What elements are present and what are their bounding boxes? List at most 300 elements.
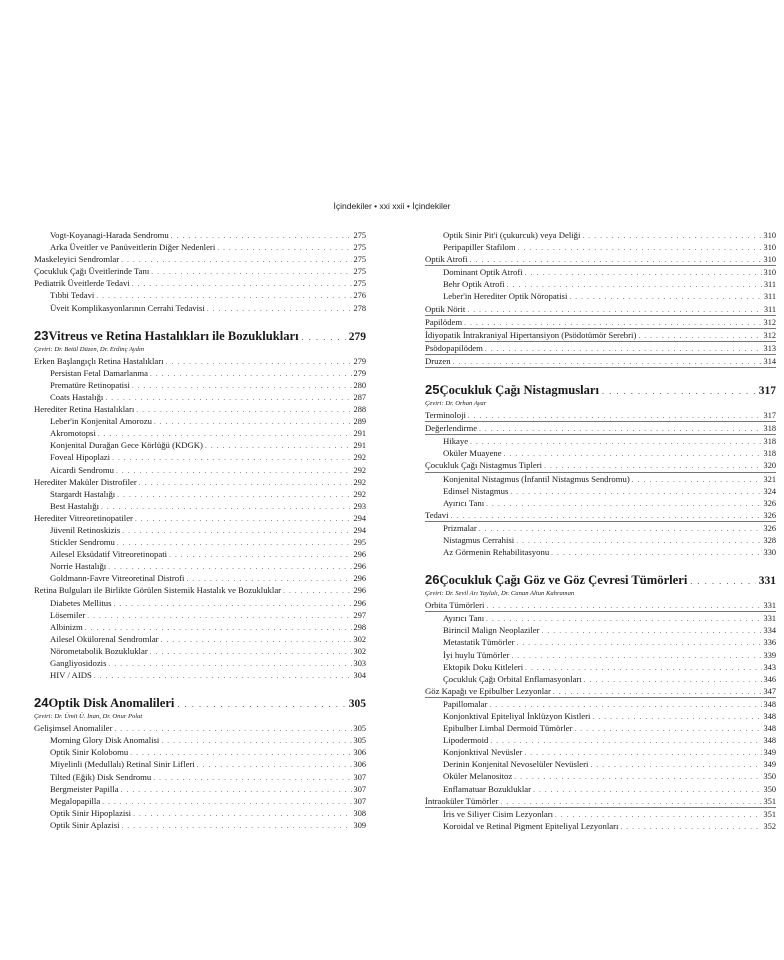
toc-entry-title: Konjenital Nistagmus (İnfantil Nistagmus Sendromu) bbox=[443, 473, 630, 484]
toc-entry-page: 291 bbox=[353, 429, 366, 439]
chapter-number: 24 bbox=[34, 695, 49, 711]
toc-entry-page: 294 bbox=[353, 525, 366, 535]
dot-leader bbox=[551, 547, 761, 558]
toc-entry-page: 309 bbox=[353, 820, 366, 830]
toc-entry[interactable] bbox=[425, 624, 776, 636]
toc-entry-title: Koroidal ve Retinal Pigment Epiteliyal Lezyonları bbox=[443, 820, 619, 831]
toc-entry-title: Papilödem bbox=[425, 316, 463, 327]
toc-entry[interactable] bbox=[425, 770, 776, 782]
toc-entry[interactable] bbox=[425, 710, 776, 722]
toc-entry-page: 292 bbox=[353, 465, 366, 475]
dot-leader bbox=[117, 489, 351, 500]
toc-entry-page: 351 bbox=[763, 796, 776, 806]
toc-entry[interactable] bbox=[34, 758, 366, 770]
dot-leader bbox=[590, 759, 761, 770]
toc-entry-title: Birincil Malign Neoplaziler bbox=[443, 625, 540, 636]
toc-entry[interactable] bbox=[425, 522, 776, 534]
toc-entry-page: 310 bbox=[763, 243, 776, 253]
dot-leader bbox=[132, 278, 352, 289]
toc-entry-page: 318 bbox=[763, 449, 776, 459]
toc-entry-title: Herediter Maküler Distrofiler bbox=[34, 476, 137, 487]
toc-entry-page: 320 bbox=[763, 461, 776, 471]
dot-leader bbox=[489, 699, 761, 710]
toc-entry-page: 318 bbox=[763, 424, 776, 434]
toc-entry-title: Coats Hastalığı bbox=[50, 391, 104, 402]
toc-entry-title: Ailesel Okülorenal Sendromlar bbox=[50, 633, 159, 644]
toc-entry[interactable] bbox=[34, 669, 366, 681]
toc-entry-title: Albinizm bbox=[50, 621, 83, 632]
dot-leader bbox=[533, 784, 761, 795]
toc-entry[interactable] bbox=[425, 290, 776, 302]
toc-entry[interactable] bbox=[425, 447, 776, 459]
toc-entry[interactable] bbox=[425, 599, 776, 612]
toc-entry-title: Morning Glory Disk Anomalisi bbox=[50, 735, 160, 746]
toc-entry-page: 307 bbox=[353, 772, 366, 782]
toc-entry[interactable] bbox=[34, 464, 366, 476]
toc-entry-title: Tedavi bbox=[425, 509, 449, 520]
dot-leader bbox=[486, 498, 761, 509]
toc-entry-page: 310 bbox=[763, 255, 776, 265]
toc-entry-page: 291 bbox=[353, 441, 366, 451]
toc-entry-page: 312 bbox=[763, 317, 776, 327]
dot-leader bbox=[486, 600, 761, 612]
dot-leader bbox=[542, 625, 762, 636]
toc-entry-page: 350 bbox=[763, 772, 776, 782]
toc-entry-page: 310 bbox=[763, 268, 776, 278]
toc-entry-title: Dominant Optik Atrofi bbox=[443, 267, 523, 278]
toc-entry-page: 303 bbox=[353, 659, 366, 668]
toc-entry-title: Papillomalar bbox=[443, 698, 488, 709]
toc-entry-title: Optik Nörit bbox=[425, 303, 466, 314]
toc-entry-page: 348 bbox=[763, 699, 776, 709]
dot-leader bbox=[161, 634, 352, 645]
toc-entry-title: Nistagmus Cerrahisi bbox=[443, 534, 515, 545]
toc-entry[interactable] bbox=[425, 329, 776, 342]
toc-entry[interactable] bbox=[34, 746, 366, 758]
toc-entry-title: Gangliyosidozis bbox=[50, 658, 107, 668]
toc-entry-page: 302 bbox=[353, 634, 366, 644]
toc-entry[interactable] bbox=[34, 819, 366, 831]
toc-entry[interactable] bbox=[34, 722, 366, 734]
toc-entry[interactable] bbox=[34, 572, 366, 584]
toc-entry-title: Goldmann-Favre Vitreoretinal Distrofi bbox=[50, 573, 185, 584]
toc-entry[interactable] bbox=[34, 253, 366, 265]
toc-entry-page: 348 bbox=[763, 724, 776, 734]
toc-entry-page: 324 bbox=[763, 486, 776, 496]
toc-entry[interactable] bbox=[425, 722, 776, 734]
toc-entry-page: 279 bbox=[353, 368, 366, 378]
toc-entry[interactable] bbox=[425, 783, 776, 795]
toc-entry[interactable] bbox=[34, 289, 366, 301]
dot-leader bbox=[117, 537, 352, 548]
toc-entry[interactable] bbox=[425, 673, 776, 685]
dot-leader bbox=[592, 711, 761, 722]
dot-leader bbox=[507, 279, 762, 290]
toc-entry-title: Terminoloji bbox=[425, 410, 466, 421]
toc-entry-title: Vogt-Koyanagi-Harada Sendromu bbox=[50, 230, 169, 240]
dot-leader bbox=[485, 343, 762, 355]
toc-entry-title: Psödopapilödem bbox=[425, 342, 483, 353]
toc-entry-page: 296 bbox=[353, 586, 366, 596]
toc-entry[interactable] bbox=[425, 497, 776, 509]
toc-entry-title: Herediter Vitreoretinopatiler bbox=[34, 512, 133, 523]
toc-entry[interactable] bbox=[425, 698, 776, 710]
toc-entry-page: 298 bbox=[353, 622, 366, 632]
toc-entry-page: 292 bbox=[353, 453, 366, 463]
toc-entry-title: Akromotopsi bbox=[50, 428, 96, 439]
toc-entry-page: 326 bbox=[763, 523, 776, 533]
dot-leader bbox=[186, 573, 351, 584]
toc-entry-title: Leber'in Herediter Optik Nöropatisi bbox=[443, 291, 568, 302]
toc-entry-title: Aicardi Sendromu bbox=[50, 464, 114, 475]
toc-entry-page: 326 bbox=[763, 510, 776, 520]
dot-leader bbox=[620, 821, 761, 832]
toc-entry[interactable] bbox=[34, 584, 366, 596]
toc-entry-page: 331 bbox=[763, 601, 776, 611]
toc-entry[interactable] bbox=[425, 278, 776, 290]
toc-entry-page: 275 bbox=[353, 279, 366, 289]
dot-leader bbox=[217, 242, 351, 253]
toc-entry-page: 343 bbox=[763, 662, 776, 672]
toc-entry[interactable] bbox=[425, 746, 776, 758]
toc-entry[interactable] bbox=[34, 795, 366, 807]
chapter-page: 331 bbox=[758, 575, 776, 588]
dot-leader bbox=[516, 535, 761, 546]
toc-entry-page: 295 bbox=[353, 538, 366, 548]
toc-entry-title: Çocukluk Çağı Orbital Enflamasyonları bbox=[443, 673, 582, 684]
toc-entry[interactable] bbox=[425, 253, 776, 266]
toc-entry-page: 293 bbox=[353, 501, 366, 511]
toc-entry-title: Ektopik Doku Kitleleri bbox=[443, 661, 524, 672]
toc-entry-title: Arka Üveitler ve Panüveitlerin Diğer Nedenleri bbox=[50, 242, 216, 253]
chapter-translators: Çeviri: Dr. Ümit Ü. İnan, Dr. Onur Polat bbox=[34, 713, 143, 721]
toc-entry-title: Lösemiler bbox=[50, 609, 86, 620]
dot-leader bbox=[544, 460, 761, 472]
dot-leader bbox=[524, 747, 761, 758]
dot-leader bbox=[112, 452, 351, 463]
toc-entry[interactable] bbox=[34, 536, 366, 548]
dot-leader bbox=[122, 820, 352, 831]
toc-entry[interactable] bbox=[34, 367, 366, 379]
dot-leader bbox=[150, 646, 352, 657]
toc-entry[interactable] bbox=[425, 509, 776, 522]
dot-leader bbox=[94, 670, 352, 681]
toc-entry-title: Optik Sinir Hipoplazisi bbox=[50, 807, 132, 818]
toc-entry[interactable] bbox=[34, 451, 366, 463]
dot-leader bbox=[632, 474, 762, 485]
toc-entry[interactable] bbox=[425, 685, 776, 698]
toc-entry[interactable] bbox=[34, 807, 366, 819]
toc-entry[interactable] bbox=[34, 548, 366, 560]
toc-entry[interactable] bbox=[425, 422, 776, 435]
dot-leader bbox=[114, 598, 352, 609]
dot-leader bbox=[132, 380, 352, 391]
toc-entry-page: 311 bbox=[763, 304, 776, 314]
toc-entry[interactable] bbox=[425, 355, 776, 368]
toc-entry[interactable] bbox=[34, 783, 366, 795]
toc-entry-title: Az Görmenin Rehabilitasyonu bbox=[443, 547, 550, 558]
dot-leader bbox=[151, 266, 351, 277]
toc-entry[interactable] bbox=[425, 266, 776, 278]
toc-entry-title: Üveit Komplikasyonlarının Cerrahi Tedavisi bbox=[50, 302, 205, 313]
dot-leader bbox=[133, 808, 351, 819]
dot-leader bbox=[139, 477, 352, 488]
dot-leader bbox=[171, 230, 352, 241]
toc-entry[interactable] bbox=[34, 302, 366, 314]
toc-entry[interactable] bbox=[425, 435, 776, 447]
toc-entry-page: 314 bbox=[763, 356, 776, 366]
toc-entry-page: 305 bbox=[353, 724, 366, 734]
toc-entry[interactable] bbox=[34, 415, 366, 427]
toc-entry[interactable] bbox=[34, 229, 366, 241]
chapter-heading bbox=[425, 382, 776, 409]
chapter-number: 25 bbox=[425, 382, 440, 398]
dot-leader bbox=[690, 577, 755, 586]
toc-entry-title: İdiyopatik İntrakraniyal Hipertansiyon (Psödotümör Serebri) bbox=[425, 329, 637, 340]
toc-entry-page: 351 bbox=[763, 809, 776, 819]
toc-entry-title: Enflamatuar Bozukluklar bbox=[443, 783, 532, 794]
chapter-heading bbox=[34, 328, 366, 355]
toc-entry-page: 276 bbox=[353, 291, 366, 301]
toc-entry-title: Bergmeister Papilla bbox=[50, 783, 119, 794]
toc-entry[interactable] bbox=[34, 633, 366, 645]
toc-entry-page: 349 bbox=[763, 748, 776, 758]
toc-entry[interactable] bbox=[425, 459, 776, 472]
dot-leader bbox=[511, 650, 761, 661]
toc-entry[interactable] bbox=[34, 379, 366, 391]
dot-leader bbox=[500, 796, 761, 808]
toc-entry-page: 350 bbox=[763, 784, 776, 794]
toc-entry[interactable] bbox=[425, 473, 776, 485]
toc-entry-title: Tıbbi Tedavi bbox=[50, 290, 95, 301]
toc-entry-title: Oküler Muayene bbox=[443, 448, 502, 459]
dot-leader bbox=[486, 613, 761, 624]
toc-entry[interactable] bbox=[34, 734, 366, 746]
toc-entry-page: 296 bbox=[353, 574, 366, 584]
toc-entry[interactable] bbox=[425, 808, 776, 820]
dot-leader bbox=[302, 333, 346, 342]
dot-leader bbox=[154, 416, 352, 427]
toc-entry-title: Best Hastalığı bbox=[50, 500, 99, 511]
toc-entry-page: 307 bbox=[353, 784, 366, 794]
toc-entry-title: Ailesel Eksüdatif Vitreoretinopati bbox=[50, 549, 168, 560]
toc-entry-page: 326 bbox=[763, 498, 776, 508]
toc-entry-page: 352 bbox=[763, 821, 776, 831]
toc-entry-page: 306 bbox=[353, 748, 366, 758]
toc-entry-title: Konjenital Durağan Gece Körlüğü (KDGK) bbox=[50, 440, 203, 451]
toc-entry-title: Optik Sinir Aplazisi bbox=[50, 819, 120, 830]
dot-leader bbox=[518, 242, 762, 253]
toc-entry-page: 321 bbox=[763, 474, 776, 484]
chapter-page: 279 bbox=[348, 330, 366, 343]
toc-entry-page: 275 bbox=[353, 255, 366, 265]
toc-entry-page: 312 bbox=[763, 330, 776, 340]
toc-entry[interactable] bbox=[425, 758, 776, 770]
chapter-title: Vitreus ve Retina Hastalıkları ile Bozuklukları bbox=[48, 328, 299, 343]
dot-leader bbox=[153, 772, 351, 783]
toc-entry-page: 306 bbox=[353, 760, 366, 770]
chapter-translators: Çeviri: Dr. Sevil Arı Yaylalı, Dr. Canan Altun Kahraman bbox=[425, 590, 575, 598]
toc-entry[interactable] bbox=[425, 546, 776, 558]
dot-leader bbox=[451, 510, 762, 522]
toc-entry-page: 347 bbox=[763, 686, 776, 696]
chapter-title: Çocukluk Çağı Göz ve Göz Çevresi Tümörleri bbox=[439, 573, 688, 588]
chapter-number: 26 bbox=[425, 572, 440, 588]
dot-leader bbox=[207, 303, 352, 314]
toc-left-column bbox=[34, 229, 366, 831]
toc-entry[interactable] bbox=[34, 241, 366, 253]
toc-entry[interactable] bbox=[34, 645, 366, 657]
dot-leader bbox=[602, 387, 756, 396]
toc-entry-title: Druzen bbox=[425, 355, 451, 366]
toc-entry[interactable] bbox=[425, 241, 776, 253]
toc-entry[interactable] bbox=[425, 795, 776, 808]
toc-entry[interactable] bbox=[34, 500, 366, 512]
toc-entry-page: 278 bbox=[353, 303, 366, 313]
toc-entry[interactable] bbox=[34, 403, 366, 415]
dot-leader bbox=[553, 686, 762, 698]
toc-entry-page: 339 bbox=[763, 650, 776, 660]
toc-entry-title: Behr Optik Atrofi bbox=[443, 279, 505, 290]
toc-entry-title: Norrie Hastalığı bbox=[50, 561, 107, 572]
dot-leader bbox=[135, 513, 352, 524]
dot-leader bbox=[102, 796, 351, 807]
toc-entry-title: Değerlendirme bbox=[425, 423, 478, 434]
dot-leader bbox=[130, 747, 351, 758]
toc-entry[interactable] bbox=[34, 621, 366, 633]
dot-leader bbox=[470, 436, 761, 447]
toc-entry[interactable] bbox=[34, 512, 366, 524]
dot-leader bbox=[122, 525, 351, 536]
chapter-heading bbox=[425, 572, 776, 599]
chapter-heading bbox=[34, 695, 366, 722]
dot-leader bbox=[98, 428, 352, 439]
toc-entry[interactable] bbox=[34, 560, 366, 572]
chapter-page: 305 bbox=[348, 698, 366, 711]
toc-entry[interactable] bbox=[34, 439, 366, 451]
dot-leader bbox=[121, 784, 352, 795]
toc-entry-page: 311 bbox=[763, 280, 776, 290]
toc-entry[interactable] bbox=[425, 734, 776, 746]
toc-entry-title: Megalopapilla bbox=[50, 795, 101, 806]
toc-entry[interactable] bbox=[34, 657, 366, 669]
toc-entry-page: 313 bbox=[763, 343, 776, 353]
toc-entry-page: 275 bbox=[353, 267, 366, 277]
toc-entry-title: Çocukluk Çağı Nistagmus Tipleri bbox=[425, 460, 543, 471]
toc-entry-title: Jüvenil Retinoskizis bbox=[50, 524, 121, 535]
toc-entry-page: 305 bbox=[353, 736, 366, 746]
toc-entry-page: 294 bbox=[353, 513, 366, 523]
toc-entry-page: 308 bbox=[353, 808, 366, 818]
toc-entry-title: Göz Kapağı ve Epibulber Lezyonlar bbox=[425, 685, 551, 696]
dot-leader bbox=[453, 356, 762, 368]
toc-entry-title: Erken Başlangıçlı Retina Hastalıkları bbox=[34, 355, 164, 366]
toc-entry[interactable] bbox=[34, 488, 366, 500]
toc-entry[interactable] bbox=[425, 661, 776, 673]
dot-leader bbox=[467, 304, 762, 316]
dot-leader bbox=[517, 637, 762, 648]
toc-entry-title: Foveal Hipoplazi bbox=[50, 452, 111, 463]
dot-leader bbox=[205, 440, 352, 451]
chapter-title: Optik Disk Anomalileri bbox=[48, 696, 175, 711]
toc-entry-title: Maskeleyici Sendromlar bbox=[34, 254, 120, 265]
toc-entry-title: Pediatrik Üveitlerde Tedavi bbox=[34, 278, 130, 289]
toc-entry[interactable] bbox=[425, 649, 776, 661]
toc-entry[interactable] bbox=[34, 277, 366, 289]
toc-entry-title: HIV / AIDS bbox=[50, 670, 92, 681]
toc-entry-page: 292 bbox=[353, 477, 366, 487]
toc-entry[interactable] bbox=[425, 820, 776, 832]
toc-entry[interactable] bbox=[34, 524, 366, 536]
toc-right-column bbox=[425, 229, 776, 832]
toc-entry-page: 275 bbox=[353, 231, 366, 240]
toc-entry[interactable] bbox=[425, 485, 776, 497]
page-header: İçindekiler • xxi xxii • İçindekiler bbox=[333, 201, 451, 211]
toc-entry-title: Nörometabolik Bozukluklar bbox=[50, 645, 148, 656]
toc-entry-title: Stickler Sendromu bbox=[50, 537, 115, 548]
toc-entry[interactable] bbox=[425, 316, 776, 329]
toc-entry-title: Konjonktival Epiteliyal İnklüzyon Kistleri bbox=[443, 711, 591, 721]
dot-leader bbox=[96, 290, 351, 301]
toc-entry-page: 287 bbox=[353, 392, 366, 402]
dot-leader bbox=[490, 735, 761, 746]
dot-leader bbox=[108, 658, 351, 669]
toc-entry-title: Prizmalar bbox=[443, 522, 477, 533]
dot-leader bbox=[114, 723, 351, 734]
toc-entry-title: Retina Bulguları ile Birlikte Görülen Sistemik Hastalık ve Bozukluklar bbox=[34, 585, 282, 596]
dot-leader bbox=[638, 330, 761, 342]
dot-leader bbox=[582, 230, 761, 241]
toc-entry-title: Diabetes Mellitus bbox=[50, 597, 112, 608]
toc-entry[interactable] bbox=[34, 476, 366, 488]
dot-leader bbox=[150, 368, 352, 379]
toc-entry[interactable] bbox=[34, 427, 366, 439]
toc-entry-title: Epibulber Limbal Dermoid Tümörler bbox=[443, 723, 573, 734]
dot-leader bbox=[116, 465, 352, 476]
toc-entry[interactable] bbox=[425, 303, 776, 316]
toc-entry[interactable] bbox=[34, 597, 366, 609]
toc-entry[interactable] bbox=[34, 355, 366, 367]
dot-leader bbox=[464, 317, 761, 329]
toc-entry[interactable] bbox=[34, 265, 366, 277]
toc-entry[interactable] bbox=[425, 409, 776, 422]
toc-entry-title: Peripapiller Stafilom bbox=[443, 242, 516, 253]
toc-entry[interactable] bbox=[34, 391, 366, 403]
toc-entry[interactable] bbox=[34, 609, 366, 621]
toc-entry-title: Persistan Fetal Damarlanma bbox=[50, 367, 148, 378]
toc-entry-title: Optik Sinir Kolobomu bbox=[50, 747, 129, 758]
dot-leader bbox=[108, 561, 351, 572]
toc-entry[interactable] bbox=[425, 229, 776, 241]
toc-entry-page: 348 bbox=[763, 736, 776, 746]
toc-entry[interactable] bbox=[425, 612, 776, 624]
toc-entry[interactable] bbox=[425, 636, 776, 648]
toc-entry-title: Orbita Tümörleri bbox=[425, 600, 485, 611]
toc-entry[interactable] bbox=[425, 342, 776, 355]
toc-entry-title: İris ve Siliyer Cisim Lezyonları bbox=[443, 808, 554, 819]
toc-entry-page: 311 bbox=[763, 292, 776, 302]
toc-entry[interactable] bbox=[425, 534, 776, 546]
dot-leader bbox=[87, 610, 351, 621]
toc-entry-title: Metastatik Tümörler bbox=[443, 637, 515, 648]
toc-entry-page: 304 bbox=[353, 671, 366, 681]
toc-entry[interactable] bbox=[34, 771, 366, 783]
toc-entry-title: Herediter Retina Hastalıkları bbox=[34, 404, 135, 415]
toc-entry-title: Derinin Konjenital Nevoselüler Nevüsleri bbox=[443, 759, 589, 770]
toc-entry-page: 288 bbox=[353, 405, 366, 415]
toc-entry-title: Tilted (Eğik) Disk Sendromu bbox=[50, 771, 152, 782]
toc-entry-title: Miyelinli (Medullalı) Retinal Sinir Lifleri bbox=[50, 759, 195, 770]
